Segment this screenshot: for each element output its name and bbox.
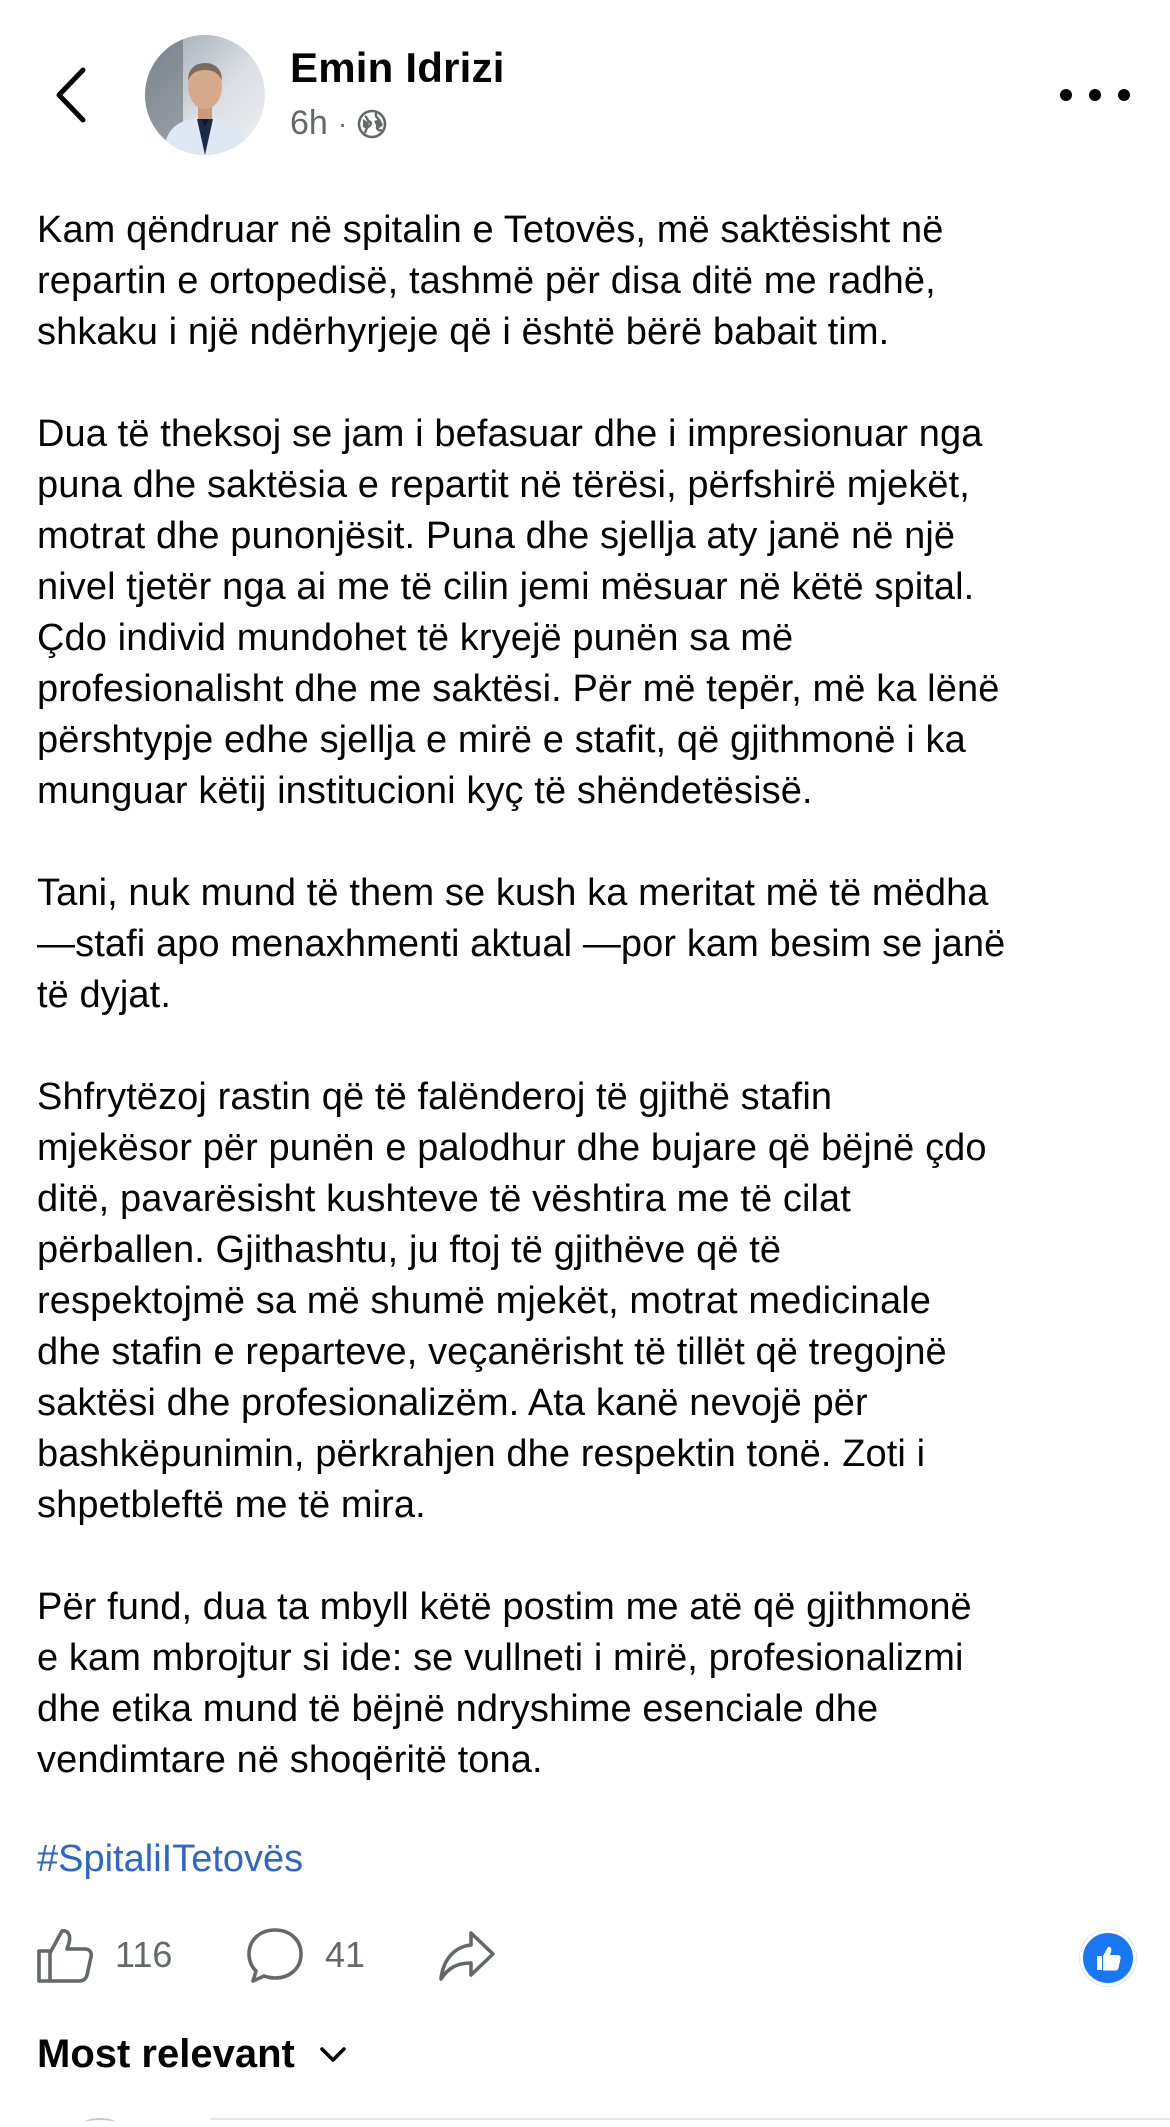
chevron-down-icon [319, 2046, 347, 2064]
chevron-left-icon [53, 66, 87, 124]
more-options-button[interactable] [1060, 75, 1130, 115]
post-paragraph: Shfrytëzoj rastin që të falënderoj të gjithë stafin mjekësor për punën e palodhur dhe bujare që bëjnë çdo ditë, pavarësisht kushteve të vështira me të cilat përballen. Gjithashtu, ju ftoj të gjithëve që të respektojmë sa më shumë mjekët, motrat medicinale dhe stafin e reparteve, veçanërisht të tillët që tregojnë saktësi dhe profesionalizëm. Ata kanë nevojë për bashkëpunimin, përkrahjen dhe respektin tonë. Zoti i shpetbleftë me të mira. [37, 1076, 987, 1526]
comment-button[interactable] [245, 1920, 365, 1990]
comment-bubble-icon [245, 1925, 305, 1985]
post-header [0, 0, 1170, 190]
like-reaction-icon[interactable] [1080, 1930, 1136, 1986]
post-paragraph: Tani, nuk mund të them se kush ka meritat më të mëdha —stafi apo menaxhmenti aktual —por kam besim se janë të dyjat. [37, 872, 1006, 1016]
globe-icon[interactable] [357, 109, 387, 139]
comment-count: 41 [325, 1934, 366, 1975]
share-button[interactable] [437, 1920, 517, 1990]
more-horizontal-icon [1060, 89, 1072, 101]
like-button[interactable] [35, 1920, 172, 1990]
post-paragraph: Kam qëndruar në spitalin e Tetovës, më saktësisht në repartin e ortopedisë, tashmë për disa ditë me radhë, shkaku i një ndërhyrjeje që i është bërë babait tim. [37, 209, 944, 353]
more-horizontal-icon-dot [1089, 89, 1101, 101]
thumbs-up-icon [1093, 1943, 1123, 1973]
comment-divider [210, 2118, 1170, 2120]
comment-avatar-edge [85, 2118, 115, 2127]
meta-separator: · [337, 107, 348, 139]
like-count: 116 [115, 1934, 173, 1975]
post-body [37, 205, 1137, 1837]
post-timestamp[interactable]: 6h [290, 104, 328, 142]
avatar-photo [145, 35, 265, 155]
author-name[interactable]: Emin Idrizi [290, 44, 505, 91]
post-actions [0, 1920, 1170, 2010]
more-horizontal-icon-dot [1118, 89, 1130, 101]
share-arrow-icon [437, 1925, 497, 1985]
post-meta [290, 104, 387, 143]
thumbs-up-icon [35, 1925, 95, 1985]
avatar[interactable] [145, 35, 265, 155]
post-paragraph: Për fund, dua ta mbyll këtë postim me atë që gjithmonë e kam mbrojtur si ide: se vullneti i mirë, profesionalizmi dhe etika mund të bëjnë ndryshime esenciale dhe vendimtare në shoqëritë tona. [37, 1586, 972, 1781]
comment-sort-dropdown[interactable] [37, 2032, 347, 2077]
post-paragraph: Dua të theksoj se jam i befasuar dhe i impresionuar nga puna dhe saktësia e repartit në tërësi, përfshirë mjekët, motrat dhe punonjësit. Puna dhe sjellja aty janë në një nivel tjetër nga ai me të cilin jemi mësuar në këtë spital. Çdo individ mundohet të kryejë punën sa më profesionalisht dhe me saktësi. Për më tepër, më ka lënë përshtypje edhe sjellja e mirë e stafit, që gjithmonë i ka munguar këtij institucioni kyç të shëndetësisë. [37, 413, 1000, 812]
hashtag-link[interactable]: #SpitaliITetovës [37, 1838, 304, 1880]
sort-label: Most relevant [37, 2032, 295, 2076]
back-button[interactable] [40, 60, 100, 130]
